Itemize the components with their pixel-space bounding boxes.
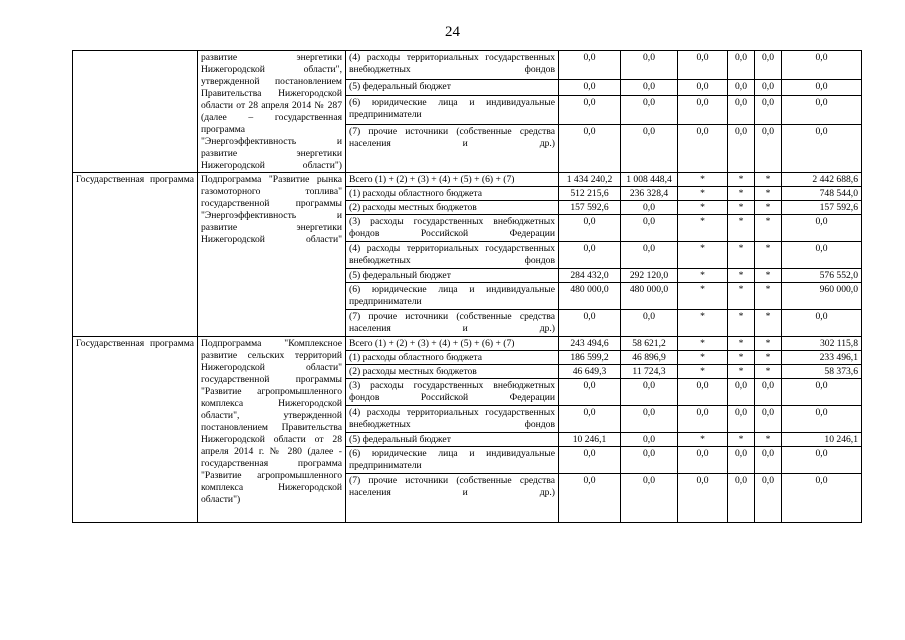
value-cell-v1: 0,0 xyxy=(559,215,621,242)
value-cell-v2: 292 120,0 xyxy=(621,269,678,283)
value-cell-v2: 0,0 xyxy=(621,201,678,215)
funding-source-text: (2) расходы местных бюджетов xyxy=(349,366,477,377)
value-cell-v6: 2 442 688,6 xyxy=(782,173,862,187)
value-cell-v1: 1 434 240,2 xyxy=(559,173,621,187)
value-cell-v2: 0,0 xyxy=(621,124,678,172)
funding-source-label xyxy=(346,173,559,187)
value-cell-v5: * xyxy=(755,269,782,283)
funding-source-text: (5) федеральный бюджет xyxy=(349,270,451,281)
funding-source-label xyxy=(346,187,559,201)
value-cell-v4: * xyxy=(728,201,755,215)
funding-source-label xyxy=(346,365,559,379)
value-cell-v3: 0,0 xyxy=(678,124,728,172)
funding-source-text: (5) федеральный бюджет xyxy=(349,434,451,445)
value-cell-v2: 480 000,0 xyxy=(621,283,678,310)
funding-source-text: (5) федеральный бюджет xyxy=(349,81,451,93)
program-name-cell xyxy=(198,337,346,523)
program-name-text: развитие энергетики Нижегородской области", утвержденной постановлением Правительства Нижегородской области от 28 апреля 2014 № 287 (далее – государственная программа "Энергоэффективность и развитие энергетики Нижегородской области") xyxy=(201,52,342,171)
value-cell-v5: * xyxy=(755,201,782,215)
value-cell-v2: 0,0 xyxy=(621,95,678,124)
value-cell-v5: 0,0 xyxy=(755,406,782,433)
value-cell-v4: 0,0 xyxy=(728,51,755,80)
value-cell-v2: 236 328,4 xyxy=(621,187,678,201)
value-cell-v1: 243 494,6 xyxy=(559,337,621,351)
funding-source-text: (6) юридические лица и индивидуальные предприниматели xyxy=(349,96,555,120)
value-cell-v1: 512 215,6 xyxy=(559,187,621,201)
value-cell-v1: 46 649,3 xyxy=(559,365,621,379)
funding-source-text: (7) прочие источники (собственные средства населения и др.) xyxy=(349,125,555,149)
funding-source-label xyxy=(346,337,559,351)
funding-source-text: (6) юридические лица и индивидуальные предприниматели xyxy=(349,448,555,471)
funding-source-label xyxy=(346,269,559,283)
value-cell-v3: * xyxy=(678,173,728,187)
value-cell-v6: 576 552,0 xyxy=(782,269,862,283)
program-name-text: Подпрограмма "Развитие рынка газомоторного топлива" государственной программы "Энергоэффективность и развитие энергетики Нижегородской области" xyxy=(201,174,342,245)
table-row xyxy=(73,337,862,351)
value-cell-v2: 0,0 xyxy=(621,80,678,96)
value-cell-v5: 0,0 xyxy=(755,379,782,406)
value-cell-v3: 0,0 xyxy=(678,474,728,523)
value-cell-v4: 0,0 xyxy=(728,95,755,124)
value-cell-v4: 0,0 xyxy=(728,124,755,172)
funding-source-text: (3) расходы государственных внебюджетных фондов Российской Федерации xyxy=(349,216,555,239)
value-cell-v4: 0,0 xyxy=(728,379,755,406)
value-cell-v5: 0,0 xyxy=(755,447,782,474)
value-cell-v2: 0,0 xyxy=(621,447,678,474)
value-cell-v3: * xyxy=(678,215,728,242)
value-cell-v2: 0,0 xyxy=(621,310,678,337)
value-cell-v2: 0,0 xyxy=(621,406,678,433)
value-cell-v5: 0,0 xyxy=(755,474,782,523)
value-cell-v6: 302 115,8 xyxy=(782,337,862,351)
value-cell-v3: * xyxy=(678,283,728,310)
funding-source-label xyxy=(346,215,559,242)
program-type-cell xyxy=(73,173,198,337)
funding-source-label xyxy=(346,124,559,172)
value-cell-v3: * xyxy=(678,201,728,215)
program-type-cell xyxy=(73,337,198,523)
program-type-label: Государственная программа xyxy=(76,338,194,349)
value-cell-v6: 10 246,1 xyxy=(782,433,862,447)
value-cell-v3: * xyxy=(678,187,728,201)
value-cell-v1: 0,0 xyxy=(559,51,621,80)
value-cell-v6: 0,0 xyxy=(782,379,862,406)
funding-source-text: (4) расходы территориальных государственных внебюджетных фондов xyxy=(349,243,555,266)
value-cell-v4: 0,0 xyxy=(728,474,755,523)
value-cell-v2: 0,0 xyxy=(621,242,678,269)
value-cell-v6: 748 544,0 xyxy=(782,187,862,201)
funding-source-label xyxy=(346,351,559,365)
value-cell-v4: 0,0 xyxy=(728,80,755,96)
program-name-cell xyxy=(198,51,346,173)
value-cell-v4: * xyxy=(728,187,755,201)
value-cell-v3: * xyxy=(678,242,728,269)
value-cell-v3: * xyxy=(678,365,728,379)
value-cell-v4: * xyxy=(728,173,755,187)
value-cell-v5: * xyxy=(755,242,782,269)
value-cell-v3: 0,0 xyxy=(678,80,728,96)
value-cell-v4: * xyxy=(728,242,755,269)
funding-source-label xyxy=(346,51,559,80)
value-cell-v2: 0,0 xyxy=(621,379,678,406)
value-cell-v6: 0,0 xyxy=(782,447,862,474)
value-cell-v5: * xyxy=(755,337,782,351)
table-row xyxy=(73,51,862,80)
value-cell-v5: * xyxy=(755,215,782,242)
value-cell-v5: 0,0 xyxy=(755,124,782,172)
funding-source-label xyxy=(346,201,559,215)
program-name-cell xyxy=(198,173,346,337)
value-cell-v4: * xyxy=(728,337,755,351)
funding-source-label xyxy=(346,310,559,337)
value-cell-v2: 58 621,2 xyxy=(621,337,678,351)
page-number: 24 xyxy=(445,24,460,40)
funding-source-label xyxy=(346,242,559,269)
value-cell-v1: 0,0 xyxy=(559,95,621,124)
budget-table xyxy=(72,50,862,523)
value-cell-v5: * xyxy=(755,283,782,310)
value-cell-v1: 0,0 xyxy=(559,379,621,406)
value-cell-v1: 0,0 xyxy=(559,80,621,96)
value-cell-v6: 0,0 xyxy=(782,51,862,80)
value-cell-v1: 0,0 xyxy=(559,242,621,269)
value-cell-v5: * xyxy=(755,310,782,337)
value-cell-v1: 480 000,0 xyxy=(559,283,621,310)
value-cell-v6: 0,0 xyxy=(782,406,862,433)
funding-source-label xyxy=(346,406,559,433)
value-cell-v6: 0,0 xyxy=(782,310,862,337)
funding-source-text: (7) прочие источники (собственные средства населения и др.) xyxy=(349,311,555,334)
value-cell-v3: * xyxy=(678,337,728,351)
program-type-cell xyxy=(73,51,198,173)
value-cell-v1: 0,0 xyxy=(559,124,621,172)
value-cell-v1: 10 246,1 xyxy=(559,433,621,447)
value-cell-v2: 0,0 xyxy=(621,433,678,447)
value-cell-v6: 0,0 xyxy=(782,80,862,96)
value-cell-v3: 0,0 xyxy=(678,95,728,124)
value-cell-v4: * xyxy=(728,365,755,379)
program-name-text: Подпрограмма "Комплексное развитие сельских территорий Нижегородской области" государственной программы "Развитие агропромышленного комплекса Нижегородской области", утвержденной постановлением Правительства Нижегородской области от 28 апреля 2014 г. № 280 (далее - государственная программа "Развитие агропромышленного комплекса Нижегородской области") xyxy=(201,338,342,505)
value-cell-v6: 960 000,0 xyxy=(782,283,862,310)
value-cell-v3: 0,0 xyxy=(678,406,728,433)
funding-source-text: (1) расходы областного бюджета xyxy=(349,352,482,363)
value-cell-v5: * xyxy=(755,365,782,379)
funding-source-text: (4) расходы территориальных государственных внебюджетных фондов xyxy=(349,52,555,75)
value-cell-v1: 157 592,6 xyxy=(559,201,621,215)
value-cell-v5: * xyxy=(755,351,782,365)
value-cell-v6: 0,0 xyxy=(782,242,862,269)
value-cell-v3: 0,0 xyxy=(678,447,728,474)
value-cell-v4: * xyxy=(728,283,755,310)
value-cell-v1: 186 599,2 xyxy=(559,351,621,365)
value-cell-v1: 0,0 xyxy=(559,310,621,337)
value-cell-v6: 58 373,6 xyxy=(782,365,862,379)
funding-source-text: (6) юридические лица и индивидуальные предприниматели xyxy=(349,284,555,307)
funding-source-label xyxy=(346,95,559,124)
value-cell-v4: * xyxy=(728,269,755,283)
value-cell-v5: 0,0 xyxy=(755,51,782,80)
value-cell-v6: 0,0 xyxy=(782,95,862,124)
funding-source-label xyxy=(346,80,559,96)
value-cell-v6: 157 592,6 xyxy=(782,201,862,215)
funding-source-text: (7) прочие источники (собственные средства населения и др.) xyxy=(349,475,555,498)
funding-source-text: (1) расходы областного бюджета xyxy=(349,188,482,199)
value-cell-v3: * xyxy=(678,310,728,337)
value-cell-v3: 0,0 xyxy=(678,379,728,406)
value-cell-v3: 0,0 xyxy=(678,51,728,80)
value-cell-v3: * xyxy=(678,269,728,283)
funding-source-label xyxy=(346,433,559,447)
value-cell-v4: * xyxy=(728,351,755,365)
value-cell-v2: 11 724,3 xyxy=(621,365,678,379)
value-cell-v4: * xyxy=(728,215,755,242)
value-cell-v2: 1 008 448,4 xyxy=(621,173,678,187)
value-cell-v6: 0,0 xyxy=(782,215,862,242)
value-cell-v2: 46 896,9 xyxy=(621,351,678,365)
value-cell-v5: * xyxy=(755,187,782,201)
value-cell-v6: 0,0 xyxy=(782,474,862,523)
value-cell-v3: * xyxy=(678,351,728,365)
funding-source-text: (3) расходы государственных внебюджетных фондов Российской Федерации xyxy=(349,380,555,403)
value-cell-v1: 284 432,0 xyxy=(559,269,621,283)
funding-source-text: Всего (1) + (2) + (3) + (4) + (5) + (6) + (7) xyxy=(349,338,515,349)
value-cell-v2: 0,0 xyxy=(621,474,678,523)
funding-source-label xyxy=(346,474,559,523)
funding-source-text: (2) расходы местных бюджетов xyxy=(349,202,477,213)
budget-table-body xyxy=(73,51,862,523)
value-cell-v3: * xyxy=(678,433,728,447)
funding-source-label xyxy=(346,379,559,406)
value-cell-v5: * xyxy=(755,173,782,187)
value-cell-v6: 0,0 xyxy=(782,124,862,172)
program-type-label: Государственная программа xyxy=(76,174,194,185)
value-cell-v4: * xyxy=(728,433,755,447)
value-cell-v4: 0,0 xyxy=(728,406,755,433)
funding-source-label xyxy=(346,447,559,474)
value-cell-v2: 0,0 xyxy=(621,215,678,242)
value-cell-v6: 233 496,1 xyxy=(782,351,862,365)
funding-source-text: (4) расходы территориальных государственных внебюджетных фондов xyxy=(349,407,555,430)
funding-source-text: Всего (1) + (2) + (3) + (4) + (5) + (6) + (7) xyxy=(349,174,515,185)
value-cell-v5: * xyxy=(755,433,782,447)
funding-source-label xyxy=(346,283,559,310)
value-cell-v5: 0,0 xyxy=(755,80,782,96)
value-cell-v4: 0,0 xyxy=(728,447,755,474)
value-cell-v5: 0,0 xyxy=(755,95,782,124)
table-row xyxy=(73,173,862,187)
value-cell-v1: 0,0 xyxy=(559,406,621,433)
value-cell-v2: 0,0 xyxy=(621,51,678,80)
value-cell-v4: * xyxy=(728,310,755,337)
value-cell-v1: 0,0 xyxy=(559,447,621,474)
value-cell-v1: 0,0 xyxy=(559,474,621,523)
